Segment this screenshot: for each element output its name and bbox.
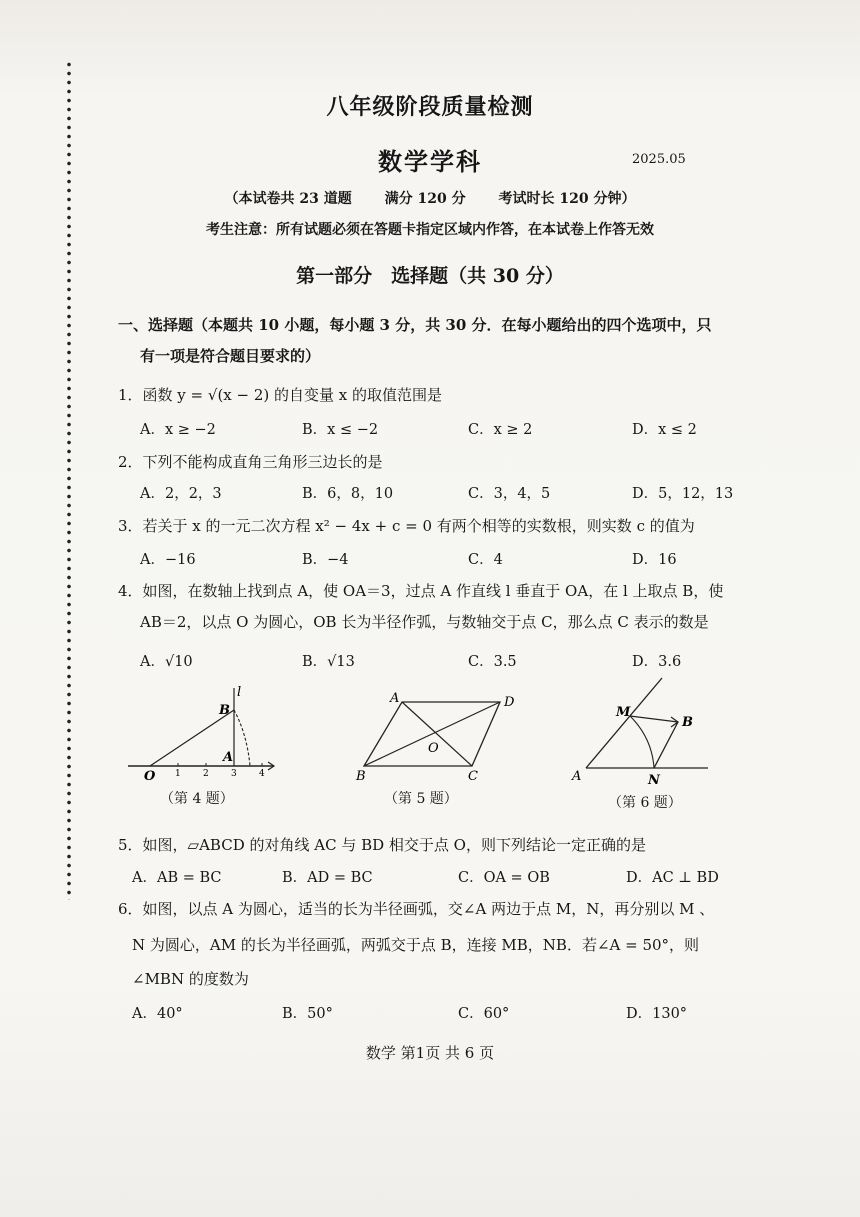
question-6-stem-line1: 6．如图，以点 A 为圆心，适当的长为半径画弧，交∠A 两边于点 M，N，再分别以 M 、 (118, 900, 715, 918)
question-6-stem-line2: N 为圆心，AM 的长为半径画弧，两弧交于点 B，连接 MB，NB．若∠A = 50°，则 (132, 936, 700, 954)
fig5-label-a: A (390, 691, 400, 706)
fig6-ray-am (586, 678, 662, 768)
q4-option-b: B．√13 (302, 654, 355, 670)
figure-5-parallelogram (350, 690, 530, 782)
binding-dotted-line (64, 60, 74, 900)
exam-info-score: 满分 120 分 (384, 191, 466, 207)
fig5-label-b: B (356, 769, 366, 782)
fig5-diagonal-bd (364, 702, 500, 766)
figure-5-caption: （第 5 题） (384, 791, 458, 807)
q1-option-c: C．x ≥ 2 (468, 422, 533, 438)
page-footer: 数学 第1页 共 6 页 (365, 1044, 495, 1062)
question-6-stem-line3: ∠MBN 的度数为 (132, 970, 249, 988)
exam-info-count: （本试卷共 23 道题 (224, 191, 352, 207)
figure-4-caption: （第 4 题） (160, 791, 234, 807)
q3-option-b: B．−4 (302, 552, 349, 568)
fig5-label-d: D (504, 695, 515, 710)
fig4-arc (234, 710, 250, 766)
fig4-tick-label-3: 3 (231, 769, 237, 779)
fig6-label-b: B (682, 715, 693, 730)
fig5-diagonal-ac (402, 702, 472, 766)
question-2-stem: 2．下列不能构成直角三角形三边长的是 (118, 453, 383, 471)
fig6-arc (630, 716, 654, 768)
q3-option-d: D．16 (632, 552, 677, 568)
fig4-label-l: l (237, 685, 242, 700)
exam-info-time: 考试时长 120 分钟） (498, 191, 636, 207)
q5-option-b: B．AD = BC (282, 870, 373, 886)
fig6-label-n: N (648, 773, 660, 786)
figure-4-number-line (122, 684, 282, 784)
q4-option-a: A．√10 (140, 654, 193, 670)
fig4-label-b: B (219, 703, 230, 718)
q6-option-a: A．40° (132, 1006, 183, 1022)
fig6-segment-mb (630, 716, 678, 722)
q1-option-d: D．x ≤ 2 (632, 422, 697, 438)
q1-option-b: B．x ≤ −2 (302, 422, 379, 438)
q6-option-c: C．60° (458, 1006, 510, 1022)
exam-info (0, 188, 860, 208)
part-heading: 第一部分 选择题（共 30 分） (296, 265, 564, 287)
exam-title: 八年级阶段质量检测 (326, 94, 534, 120)
section-instructions-line2: 有一项是符合题目要求的） (140, 347, 321, 365)
figure-6-angle-bisector (566, 672, 712, 786)
q2-option-b: B．6，8，10 (302, 486, 394, 502)
q5-option-d: D．AC ⊥ BD (626, 870, 719, 886)
fig6-label-a: A (572, 769, 582, 784)
fig6-label-m: M (616, 705, 631, 720)
fig4-tick-label-4: 4 (259, 769, 265, 779)
q5-option-c: C．OA = OB (458, 870, 550, 886)
q2-option-d: D．5，12，13 (632, 486, 734, 502)
fig5-label-c: C (468, 769, 478, 782)
q3-option-a: A．−16 (140, 552, 196, 568)
exam-notice: 考生注意：所有试题必须在答题卡指定区域内作答，在本试卷上作答无效 (206, 222, 654, 238)
exam-date: 2025.05 (632, 152, 686, 167)
q5-option-a: A．AB = BC (132, 870, 222, 886)
figure-6-caption: （第 6 题） (608, 795, 682, 811)
q6-option-b: B．50° (282, 1006, 333, 1022)
fig4-label-o: O (144, 769, 156, 784)
subject-title: 数学学科 (378, 147, 482, 176)
q3-option-c: C．4 (468, 552, 503, 568)
fig4-segment-ob (150, 710, 234, 766)
fig4-tick-label-2: 2 (203, 769, 209, 779)
fig5-label-o: O (428, 741, 439, 756)
section-instructions-line1: 一、选择题（本题共 10 小题，每小题 3 分，共 30 分．在每小题给出的四个选项中，只 (118, 316, 712, 334)
question-3-stem: 3．若关于 x 的一元二次方程 x² − 4x + c = 0 有两个相等的实数根，则实数 c 的值为 (118, 517, 695, 535)
question-4-stem-line2: AB＝2，以点 O 为圆心，OB 长为半径作弧，与数轴交于点 C，那么点 C 表示的数是 (140, 613, 709, 631)
question-1-stem: 1．函数 y = √(x − 2) 的自变量 x 的取值范围是 (118, 386, 443, 404)
question-4-stem-line1: 4．如图，在数轴上找到点 A，使 OA＝3，过点 A 作直线 l 垂直于 OA，在 l 上取点 B，使 (118, 582, 724, 600)
q4-option-c: C．3.5 (468, 654, 517, 670)
q2-option-c: C．3，4，5 (468, 486, 551, 502)
fig6-segment-nb (654, 722, 678, 768)
fig4-tick-label-1: 1 (175, 769, 181, 779)
q6-option-d: D．130° (626, 1006, 688, 1022)
question-5-stem: 5．如图，▱ABCD 的对角线 AC 与 BD 相交于点 O，则下列结论一定正确的是 (118, 836, 646, 854)
q1-option-a: A．x ≥ −2 (140, 422, 216, 438)
q4-option-d: D．3.6 (632, 654, 682, 670)
fig4-label-a: A (223, 750, 234, 765)
q2-option-a: A．2，2，3 (140, 486, 222, 502)
